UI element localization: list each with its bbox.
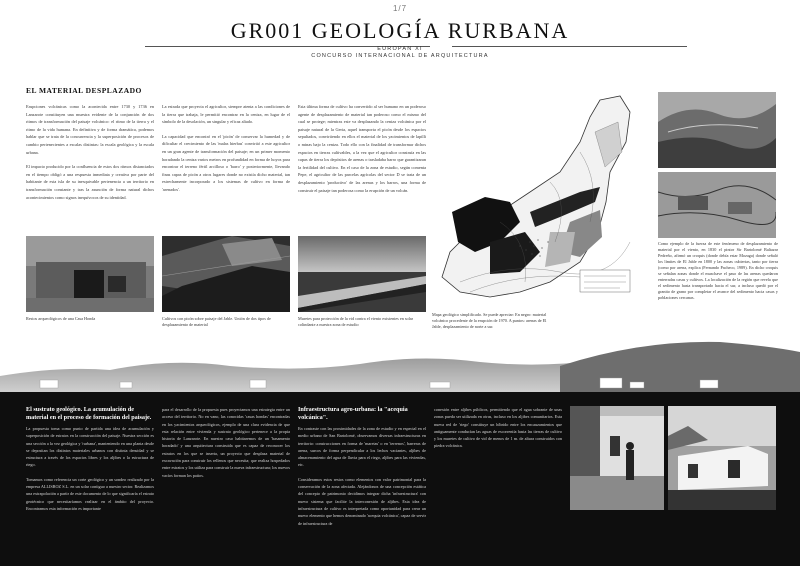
photo-caption: Cultivos con picón sobre paisaje del Jable. Unión de dos tipos de desplazamiento de material bbox=[162, 316, 271, 327]
paragraph: Tomamos como referencia un corte geológico y un sondeo realizado por la empresa ALLISROZ S.L. en un solar contiguo a nuestro sector. Realizamos una extrapolación a partir de este documento de lo que significaría el estrato geotécnico que necesitaríamos realizar en el ámbito del proyecto. Encontramos esta información es importante bbox=[26, 476, 154, 511]
island-map-graphic bbox=[430, 92, 650, 312]
band-column-4 bbox=[434, 406, 562, 457]
band-heading: Infraestructura agro-urbana: la "acequia volcánica". bbox=[298, 406, 408, 421]
text-column-2 bbox=[162, 103, 290, 201]
paragraph: conexión entre aljibes públicos, permitiendo que el agua sobrante de unas zonas pueda ser utilizada en otras, incluso en los aljibes comunitarios. Esta nueva red de 'riego' constituye un híbrido entre los encauzamientos que antiguamente conducían las aguas de escorrentía hasta las tierras de cultivo y los muretes de cultivo de vid de menos de 1 m. de altura construidos con piedra volcánica. bbox=[434, 407, 562, 449]
skyline-panorama-image bbox=[0, 336, 800, 396]
band-photo-street bbox=[570, 406, 664, 510]
photo-casa-honda bbox=[26, 236, 154, 312]
subtitle-line-1: EUROPAN XI bbox=[377, 46, 423, 52]
paragraph: Consideramos estos restos como elementos con valor patrimonial para la conservación de la zona afectada. Alejándonos de una concepción estática del concepto de patrimonio decidimos integrar dicha 'infraestructura' con nuevo sistema que facilite la interconexión de aljibes. Esta idea de infraestructura de cultivo es interpretada como oportunidad para crear un nuevo elemento que hemos denominado 'acequia volcánica', capaz de servir de infraestructura de bbox=[298, 476, 426, 526]
paragraph: Esta última forma de cultivo ha convertido al ser humano en un poderoso agente de desplazamiento de material tan poderoso como el mismo del cual se protege; mientras este va desplazando la ceniza volcánica por el paisaje natural de la Geria, aquel transporta el picón desde los espacios sepultados, convirtiendo en ellos el material de los yacimientos de lapilli o minas bajo la ceniza. Todo ello con la finalidad de transformar dichos espacios en tierras cultivables, a la vez que el agricultor construía en las capas de tierra los depósitos de arenas o trasladaba barro que garantizaran la fertilidad del cultivo. En el caso de la zona de estudio, según comenta Pepe, el agricultor de las parcelas agrícolas del sector D se trata de un desplazamiento 'productivo' de las arenas y los barros, una forma de construir el paisaje tan poderosa como la erupción de un volcán. bbox=[298, 104, 426, 193]
text-column-1 bbox=[26, 103, 154, 208]
paragraph: El impacto producido por la confluencia de estos dos ritmos distanciados en el tiempo obligó a una respuesta inmediata y creativa por parte del habitante de esta isla de su inesquivable pertenencia a un territorio en transformación constante y tras la asunción de forma natural dichos acontecimientos como signos inequívocos de su identidad. bbox=[26, 164, 154, 200]
skyline-panorama bbox=[0, 336, 800, 396]
photo-caption: Restos arqueológicos de una Casa Honda bbox=[26, 316, 96, 321]
paragraph: La propuesta toma como punto de partida una idea de acumulación y superposición de estratos en la construcción del paisaje. Nuestra sección es una sección a la vez geológica y 'rurbana', manteniendo en una planta desde se depositan los distintos materiales urbanos con distinta densidad y se estructura a través de los espacios libres y los aljibes o la estructura de riego. bbox=[26, 426, 154, 468]
band-column-3 bbox=[298, 406, 426, 534]
band-text bbox=[298, 425, 426, 527]
paragraph: para el desarrollo de la propuesta pues proyectamos una estrategia entre un acceso del territorio. No en vano, las conocidas 'casas hondas' encontradas en los yacimientos arqueológicos, ejemplo de una clara evidencia de que esta relación entre vivienda y sustrato geológico pertenece a la propia historia de Lanzarote. En nuestro caso habitaremos de un 'basamento horadado' y una arquitectura construida que es capaz de reconocer los estratos en los que se inserta, un proyecto que desplaza material de excavación para construir los rellenos que necesita; que realiza hospedados entre estratos y los utiliza para construir la nueva infraestructura; los nuevos vacíos forman los patios. bbox=[162, 407, 290, 478]
historic-aerial-photo bbox=[658, 92, 776, 168]
section-heading: EL MATERIAL DESPLAZADO bbox=[26, 86, 142, 95]
page-number: 1/7 bbox=[392, 4, 408, 13]
historic-sketch-image bbox=[658, 172, 776, 238]
photo-casa-honda-image bbox=[26, 236, 154, 312]
map-caption: Mapa geológico simplificado. Se puede apreciar: En negro: material volcánico procedente de la erupción de 1970. A puntos: arenas de El Jable, desplazamiento de norte a sur. bbox=[432, 312, 547, 329]
subtitle bbox=[0, 46, 800, 60]
band-photo-house-image bbox=[668, 406, 776, 510]
band-photo-street-image bbox=[570, 406, 664, 510]
historic-aerial-photo-image bbox=[658, 92, 776, 168]
geological-map bbox=[430, 92, 650, 312]
photo-muretes bbox=[298, 236, 426, 312]
band-column-1 bbox=[26, 406, 154, 519]
photo-cultivos-picon bbox=[162, 236, 290, 312]
photo-muretes-image bbox=[298, 236, 426, 312]
historic-caption: Como ejemplo de la fuerza de este fenómeno de desplazamiento de material por el viento, en 1830 el pintor Sir Bartolomé Baltazar Pedreño, afirmó un croquis (donde debía estar Mozaga) donde señaló los límites de El Jable en 1800 y las zonas cubiertas, tanto por tierra (como por arena, explica (Fernando Pacheco, 1989). En dicho croquis se señalan zonas donde el muschave el paso de las arenas quedaron enterradas casas y cultivos. La localización de la región que revela que el sedimento hasta transportado hacia el sur, a incluso quedó por el granito de grano por completar el avance del sedimento hacia casas y poblaciones cercanas. bbox=[658, 241, 778, 300]
paragraph: La estrada que proyecta el agricultor, siempre atenta a las condiciones de la tierra que trabaja, le permitió encontrar en la ceniza, en lugar de el símbolo de la desolación, un singular y eficaz aliado. bbox=[162, 104, 290, 125]
page-title: GR001 GEOLOGÍA RURBANA bbox=[230, 18, 570, 43]
paragraph: En contraste con las proximidades de la zona de estudio y en especial en el medio urbano de San Bartolomé, observamos diversas infraestructuras en territorio: construcciones en forma de 'maretas' o en 'terrenos', barreras de arena, surcos de forma perpendicular a los lechos vaciantes, aljibes de almacenamiento del agua de lluvia para el riego, aljibes para las viviendas, etc. bbox=[298, 426, 426, 468]
paragraph: La capacidad que encontró en el 'picón' de conservar la humedad y de dificultar el crecimiento de las 'malas hierbas' convirtió a este agricultor en un gran agente de transformación del paisaje; en un primer momento horadando la ceniza varios metros en profundidad en forma de hoyos para encontrar el terreno fértil arcilloso o 'barro' y posteriormente, llevando finas capas de picón a otros lugares donde no existía dicho material, tan estrechamente incorporado a los sistemas de cultivo en forma de 'arenados'. bbox=[162, 133, 290, 192]
band-column-2 bbox=[162, 406, 290, 486]
band-text bbox=[26, 425, 154, 512]
paragraph: Erupciones volcánicas como la acontecida entre 1730 y 1736 en Lanzarote constituyen una muestra evidente de la conjunción de dos ritmos de transformación del paisaje volcánico: el ritmo de la tierra y el ritmo de la vida humana. En definitiva y de forma dramática, podemos hablar que se trata de la concurrencia y la superposición de procesos de cambio pertenecientes a escalas distintas: la escala geológica y la escala urbana. bbox=[26, 104, 154, 155]
band-photo-house bbox=[668, 406, 776, 510]
subtitle-line-2: CONCURSO INTERNACIONAL DE ARQUITECTURA bbox=[311, 53, 489, 59]
band-heading: El sustrato geológico. La acumulación de material en el proceso de formación del paisaje. bbox=[26, 406, 152, 421]
text-column-3 bbox=[298, 103, 426, 201]
photo-caption: Muretes para protección de la vid contra el viento existentes en solar colindante a nuestra zona de estudio bbox=[298, 316, 413, 327]
historic-sketch bbox=[658, 172, 776, 238]
photo-cultivos-picon-image bbox=[162, 236, 290, 312]
